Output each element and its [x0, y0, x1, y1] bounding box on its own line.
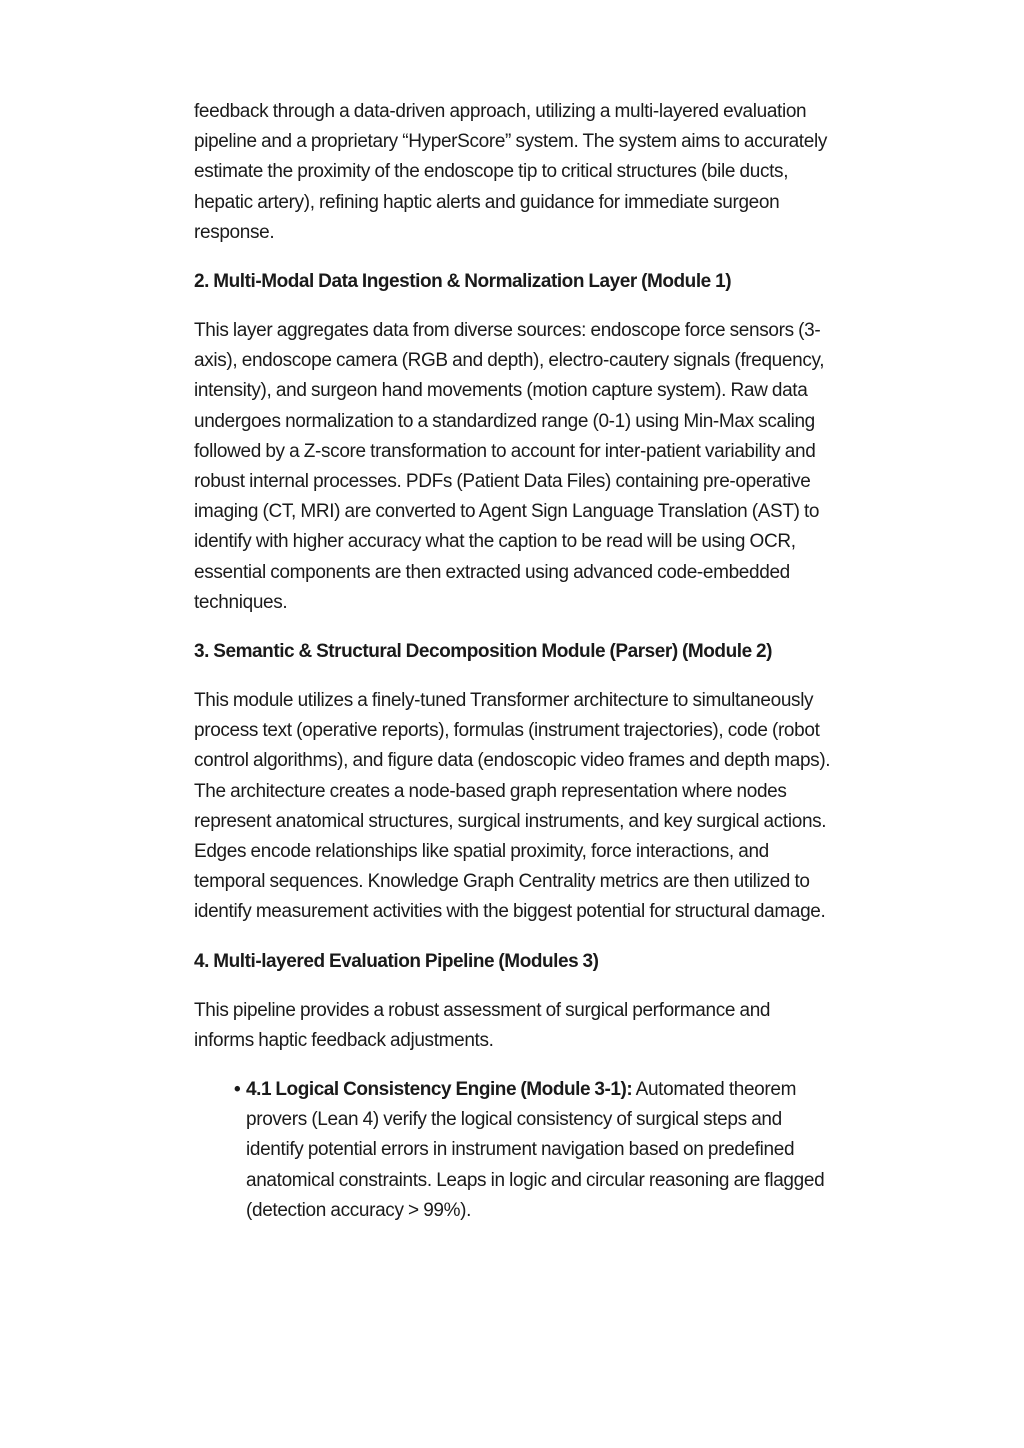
document-page [194, 97, 834, 1226]
bullet-icon: • [234, 1079, 241, 1101]
section-data-ingestion [194, 267, 834, 618]
bullet-list [194, 1075, 834, 1226]
list-item-text: Automated theorem provers (Lean 4) verify the logical consistency of surgical steps and identify potential errors in instrument navigation based on predefined anatomical constraints. Leaps in logic and circular reasoning are flagged (detection accuracy > 99%). [246, 1079, 825, 1221]
section-paragraph: This layer aggregates data from diverse sources: endoscope force sensors (3-axis), endoscope camera (RGB and depth), electro-cautery signals (frequency, intensity), and surgeon hand movements (motion capture system). Raw data undergoes normalization to a standardized range (0-1) using Min-Max scaling followed by a Z-score transformation to account for inter-patient variability and robust internal processes. PDFs (Patient Data Files) containing pre-operative imaging (CT, MRI) are converted to Agent Sign Language Translation (AST) to identify with higher accuracy what the caption to be read will be using OCR, essential components are then extracted using advanced code-embedded techniques. [194, 320, 825, 613]
section-paragraph: This module utilizes a finely-tuned Transformer architecture to simultaneously process text (operative reports), formulas (instrument trajectories), code (robot control algorithms), and figure data (endoscopic video frames and depth maps). The architecture creates a node-based graph representation where nodes represent anatomical structures, surgical instruments, and key surgical actions. Edges encode relationships like spatial proximity, force interactions, and temporal sequences. Knowledge Graph Centrality metrics are then utilized to identify measurement activities with the biggest potential for structural damage. [194, 690, 831, 923]
intro-paragraph: feedback through a data-driven approach, utilizing a multi-layered evaluation pipeline and a proprietary “HyperScore” system. The system aims to accurately estimate the proximity of the endoscope tip to critical structures (bile ducts, hepatic artery), refining haptic alerts and guidance for immediate surgeon response. [194, 101, 827, 243]
list-item-label: 4.1 Logical Consistency Engine (Module 3-1): [246, 1079, 633, 1101]
section-evaluation-pipeline [194, 947, 834, 1226]
section-paragraph: This pipeline provides a robust assessment of surgical performance and informs haptic feedback adjustments. [194, 999, 771, 1051]
section-heading: 4. Multi-layered Evaluation Pipeline (Modules 3) [194, 950, 599, 972]
list-item [234, 1075, 834, 1226]
section-heading: 3. Semantic & Structural Decomposition Module (Parser) (Module 2) [194, 641, 773, 663]
section-heading: 2. Multi-Modal Data Ingestion & Normalization Layer (Module 1) [194, 271, 732, 293]
section-semantic-decomposition [194, 637, 834, 928]
